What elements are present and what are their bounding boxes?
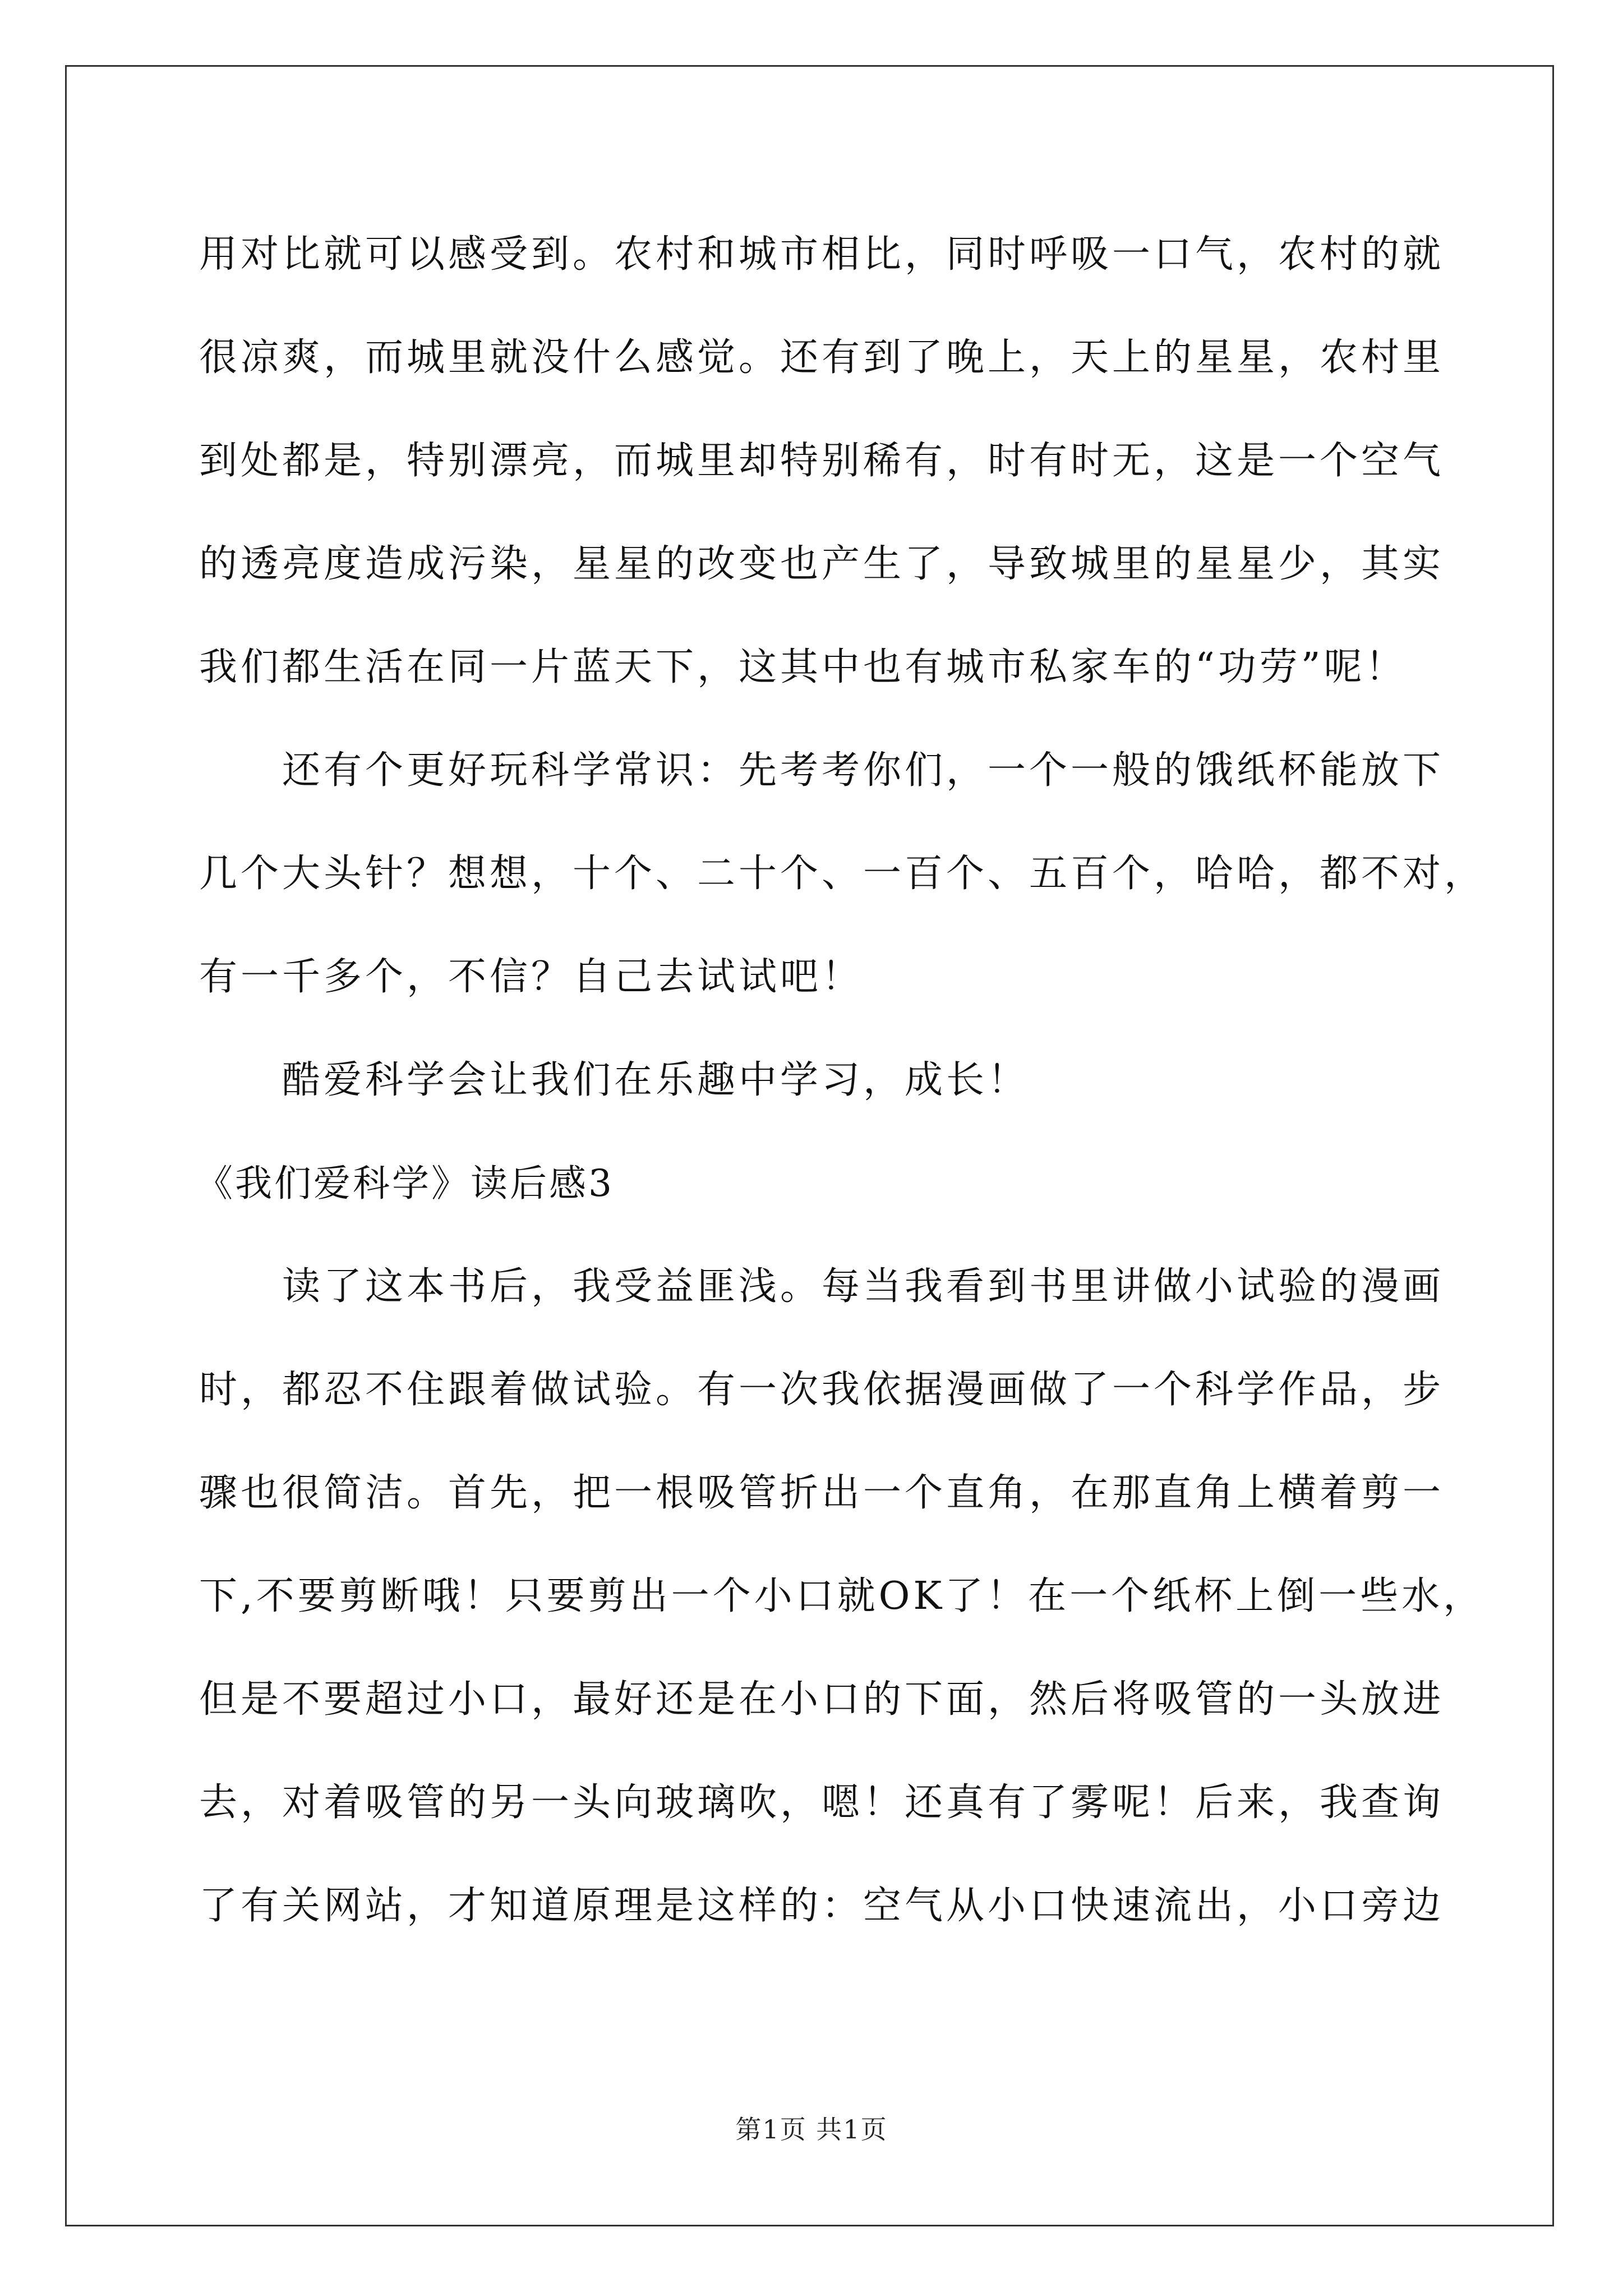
paragraph-start-line: 读了这本书后，我受益匪浅。每当我看到书里讲做小试验的漫画 xyxy=(282,1264,1445,1309)
text-line: 很凉爽，而城里就没什么感觉。还有到了晚上，天上的星星，农村里 xyxy=(199,335,1445,380)
text-line: 下,不要剪断哦！只要剪出一个小口就OK了！在一个纸杯上倒一些水， xyxy=(199,1574,1485,1618)
text-line: 到处都是，特别漂亮，而城里却特别稀有，时有时无，这是一个空气 xyxy=(199,439,1445,483)
text-line: 但是不要超过小口，最好还是在小口的下面，然后将吸管的一头放进 xyxy=(199,1677,1445,1722)
paragraph-start-line: 还有个更好玩科学常识：先考考你们，一个一般的饿纸杯能放下 xyxy=(282,748,1445,793)
section-heading: 《我们爱科学》读后感3 xyxy=(196,1162,614,1205)
text-line: 骤也很简洁。首先，把一根吸管折出一个直角，在那直角上横着剪一 xyxy=(199,1471,1445,1515)
document-body xyxy=(196,203,1486,1958)
page-footer: 第1页 共1页 xyxy=(735,2114,888,2145)
text-line: 几个大头针？想想，十个、二十个、一百个、五百个，哈哈，都不对， xyxy=(199,852,1486,896)
text-line: 时，都忍不住跟着做试验。有一次我依据漫画做了一个科学作品，步 xyxy=(199,1368,1445,1412)
text-line: 了有关网站，才知道原理是这样的：空气从小口快速流出，小口旁边 xyxy=(199,1884,1445,1928)
text-line: 去，对着吸管的另一头向玻璃吹，嗯！还真有了雾呢！后来，我查询 xyxy=(199,1780,1445,1825)
text-line: 用对比就可以感受到。农村和城市相比，同时呼吸一口气，农村的就 xyxy=(199,232,1445,277)
text-line: 有一千多个，不信？自己去试试吧！ xyxy=(199,955,864,999)
text-line: 的透亮度造成污染，星星的改变也产生了，导致城里的星星少，其实 xyxy=(199,542,1445,586)
text-line: 我们都生活在同一片蓝天下，这其中也有城市私家车的“功劳”呢！ xyxy=(199,645,1407,689)
paragraph-start-line: 酷爱科学会让我们在乐趣中学习，成长！ xyxy=(282,1058,1030,1102)
